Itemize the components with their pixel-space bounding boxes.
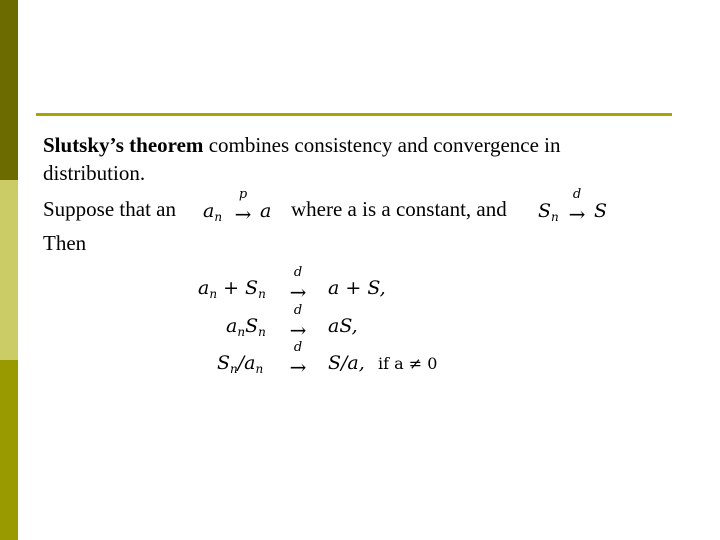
eq3-arrow: d → — [289, 340, 307, 379]
intro-line-2: distribution. — [43, 161, 146, 185]
eq1-arrow: d → — [289, 265, 307, 304]
inline-sn-converges: $S_n$ — [538, 200, 559, 224]
intro-rest: combines consistency and convergence in — [203, 133, 561, 157]
inline-limit-a: a — [260, 200, 272, 222]
eq3-rhs: S/a, — [328, 352, 365, 374]
eq1-lhs: $a_n + S_n$ — [198, 277, 266, 301]
prob-arrow: p → — [234, 187, 252, 226]
eq2-arrow: d → — [289, 303, 307, 342]
dist-arrow: d → — [568, 187, 586, 226]
eq2-rhs: aS, — [328, 315, 358, 337]
intro-line — [43, 131, 561, 159]
title-rule — [36, 113, 672, 116]
inline-an-converges: $a_n$ — [203, 200, 223, 224]
eq3-condition: if a ≠ 0 — [378, 354, 438, 373]
constant-clause: where a is a constant, and — [291, 197, 507, 221]
side-band-middle — [0, 180, 18, 360]
theorem-name: Slutsky’s theorem — [43, 133, 204, 157]
suppose-line: Suppose that an — [43, 197, 176, 221]
then-line: Then — [43, 231, 87, 255]
eq2-lhs: $a_nS_n$ — [226, 315, 266, 339]
side-band-bottom — [0, 360, 18, 540]
eq3-lhs: $S_n/a_n$ — [217, 352, 264, 376]
inline-limit-s: S — [594, 200, 608, 222]
eq1-rhs: a + S, — [328, 277, 386, 299]
side-band-top — [0, 0, 18, 180]
